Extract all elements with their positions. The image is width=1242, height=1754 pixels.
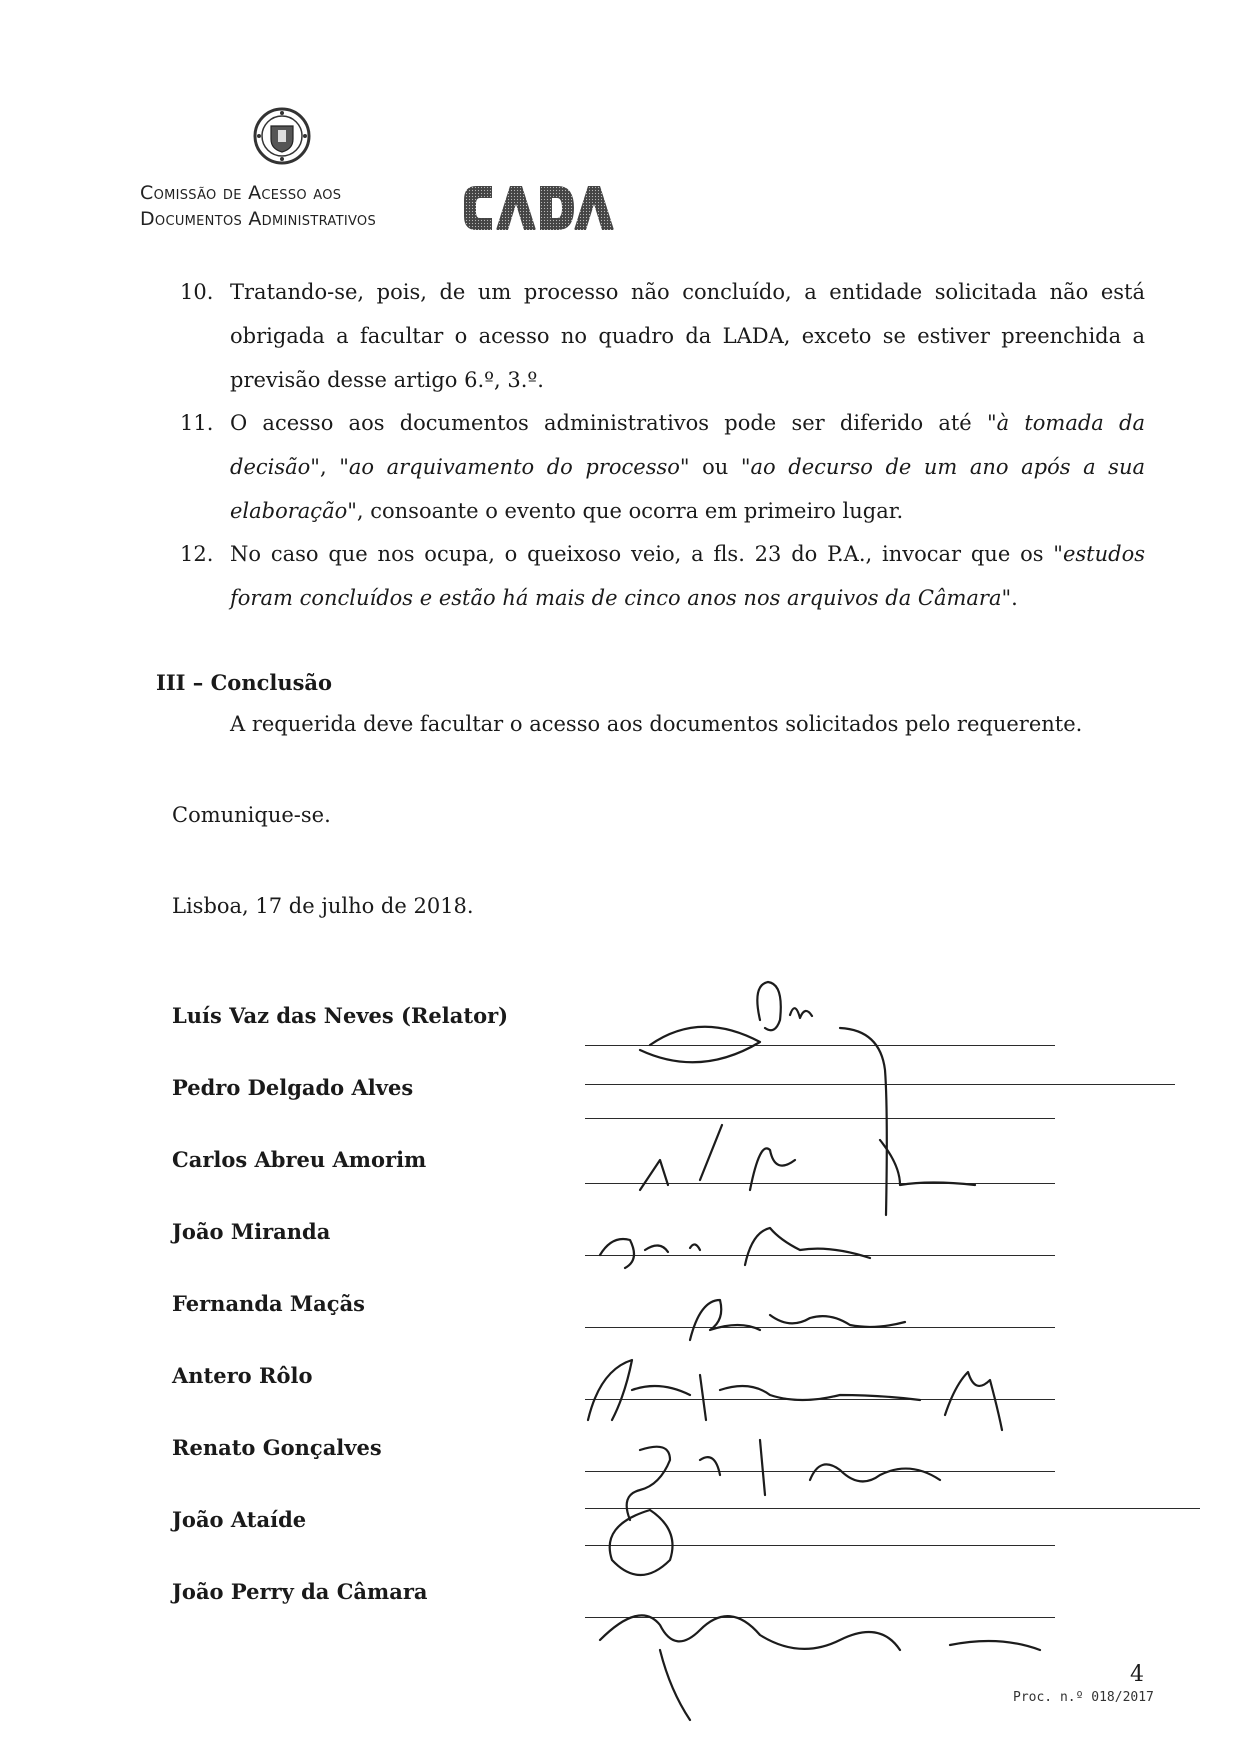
text-run: . [1011, 586, 1018, 610]
point-number: 11. [180, 411, 214, 435]
org-name-line-1: Comissão de Acesso aos [140, 182, 342, 204]
point-number: 12. [180, 542, 214, 566]
quoted-text: "ao arquivamento do processo" [339, 455, 690, 479]
text-run: , consoante o evento que ocorra em primeiro lugar. [356, 499, 904, 523]
section-title: III – Conclusão [156, 670, 333, 695]
communicate-text: Comunique-se. [172, 803, 331, 827]
signatory-name: João Perry da Câmara [172, 1579, 428, 1604]
page-number: 4 [1130, 1662, 1144, 1687]
text-run: O acesso aos documentos administrativos pode ser diferido até [230, 411, 987, 435]
conclusion-text: A requerida deve facultar o acesso aos documentos solicitados pelo requerente. [230, 712, 1083, 736]
signatory-name: Carlos Abreu Amorim [172, 1147, 427, 1172]
signatory-name: João Ataíde [172, 1507, 307, 1532]
point-number: 10. [180, 280, 214, 304]
signatory-name: Renato Gonçalves [172, 1435, 382, 1460]
process-reference: Proc. n.º 018/2017 [1013, 1690, 1154, 1705]
quoted-text: "ao decurso de um ano após a sua elaboração" [230, 455, 1145, 523]
text-run: No caso que nos ocupa, o queixoso veio, a fls. 23 do P.A., invocar que os [230, 542, 1054, 566]
quoted-text: "à tomada da decisão" [230, 411, 1145, 479]
quoted-text: "estudos foram concluídos e estão há mais de cinco anos nos arquivos da Câmara" [230, 542, 1145, 610]
org-name-line-2: Documentos Administrativos [140, 208, 376, 230]
point-text: Tratando-se, pois, de um processo não concluído, a entidade solicitada não está obrigada a facultar o acesso no quadro da LADA, exceto se estiver preenchida a previsão desse artigo 6.º, 3.º. [230, 280, 1145, 392]
text-run: ou [689, 455, 741, 479]
signatory-name: Fernanda Maçãs [172, 1291, 365, 1316]
signatory-name: Pedro Delgado Alves [172, 1075, 414, 1100]
signatory-name: João Miranda [172, 1219, 331, 1244]
place-date: Lisboa, 17 de julho de 2018. [172, 894, 474, 918]
signatory-name: Antero Rôlo [172, 1363, 313, 1388]
signatory-name: Luís Vaz das Neves (Relator) [172, 1003, 509, 1028]
text-run: , [319, 455, 340, 479]
